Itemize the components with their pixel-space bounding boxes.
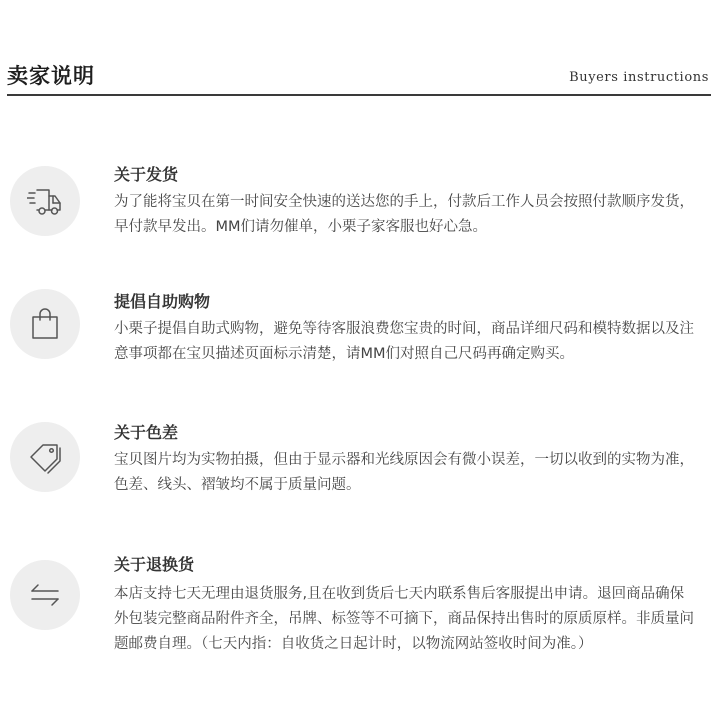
section-title-returns: 关于退换货 xyxy=(114,555,195,574)
page-title: 卖家说明 xyxy=(7,64,95,88)
section-title-color-difference: 关于色差 xyxy=(114,423,179,442)
section-body-shipping: 为了能将宝贝在第一时间安全快速的送达您的手上，付款后工作人员会按照付款顺序发货，早付款早发出。MM们请勿催单，小栗子家客服也好心急。 xyxy=(114,194,694,235)
section-title-shipping: 关于发货 xyxy=(114,165,179,184)
page-subtitle: Buyers instructions xyxy=(569,70,709,85)
section-body-self-service: 小栗子提倡自助式购物，避免等待客服浪费您宝贵的时间，商品详细尺码和模特数据以及注意事项都在宝贝描述页面标示清楚，请MM们对照自己尺码再确定购买。 xyxy=(114,321,694,362)
section-body-color-difference: 宝贝图片均为实物拍摄，但由于显示器和光线原因会有微小误差，一切以收到的实物为准，色差、线头、褶皱均不属于质量问题。 xyxy=(114,452,694,493)
exchange-arrows-icon xyxy=(10,560,80,630)
section-body-returns: 本店支持七天无理由退货服务,且在收到货后七天内联系售后客服提出申请。退回商品确保外包装完整商品附件齐全，吊牌、标签等不可摘下，商品保持出售时的原质原样。非质量问题邮费自理。（七天内指：自收货之日起计时，以物流网站签收时间为准。） xyxy=(114,586,694,652)
shopping-bag-icon xyxy=(10,289,80,359)
delivery-truck-icon xyxy=(10,166,80,236)
price-tag-icon xyxy=(10,422,80,492)
section-title-self-service: 提倡自助购物 xyxy=(114,292,211,311)
page-header xyxy=(7,58,711,96)
